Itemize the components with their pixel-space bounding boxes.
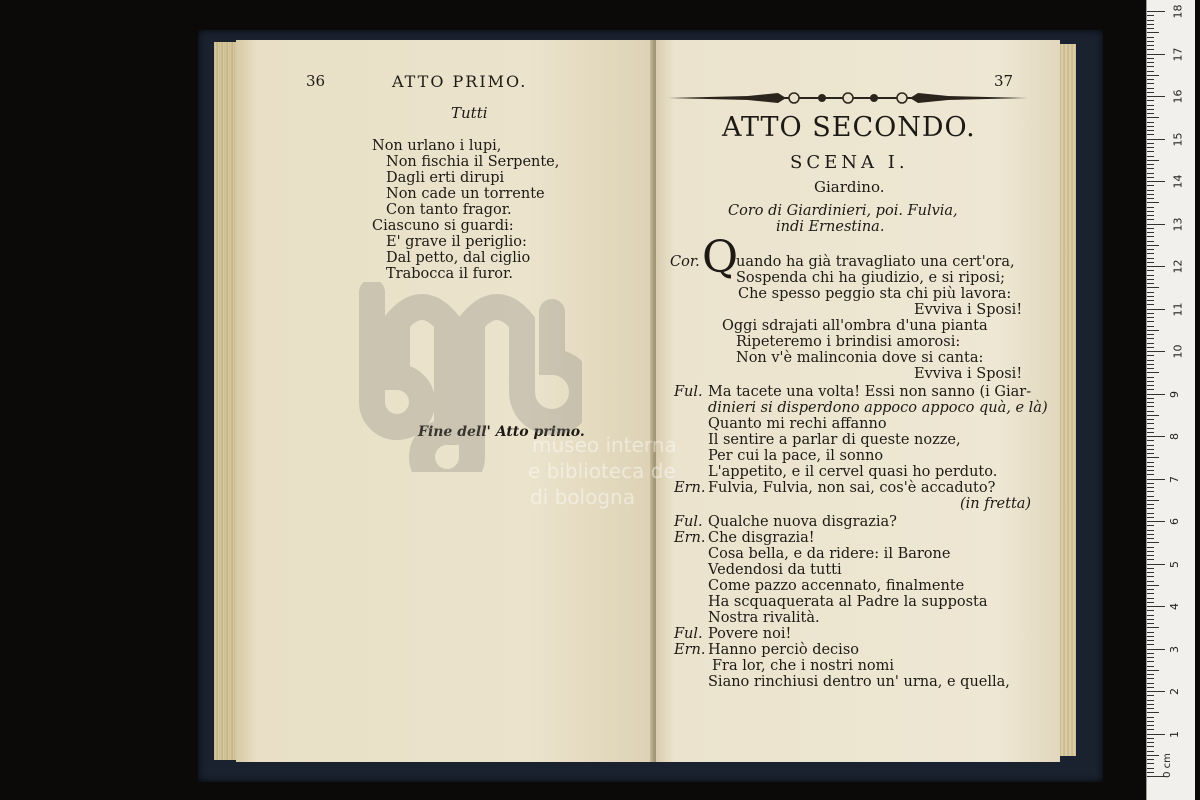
stage-direction: (in fretta) xyxy=(960,496,1032,512)
ruler-tick xyxy=(1147,644,1154,645)
stage-direction: indi Ernestina. xyxy=(776,219,885,235)
watermark-text: e biblioteca de xyxy=(528,459,676,483)
ruler-tick xyxy=(1147,32,1159,33)
ruler-tick xyxy=(1147,513,1154,514)
ruler-tick xyxy=(1147,453,1154,454)
ruler-tick xyxy=(1147,364,1154,365)
ruler-number: 1 xyxy=(1168,730,1181,738)
ruler-tick xyxy=(1147,534,1154,535)
ruler-tick xyxy=(1147,24,1154,25)
ruler-number: 2 xyxy=(1168,688,1181,695)
speaker-label: Cor. xyxy=(670,254,700,270)
ruler-tick xyxy=(1147,666,1154,667)
verse-line: Non cade un torrente xyxy=(386,186,545,202)
ruler-tick xyxy=(1147,236,1154,237)
ruler-number: 14 xyxy=(1171,174,1185,189)
ruler-tick xyxy=(1147,202,1159,203)
ruler-tick xyxy=(1147,58,1154,59)
ruler-number: 9 xyxy=(1168,390,1181,398)
ruler-tick xyxy=(1147,134,1154,135)
ruler-tick xyxy=(1147,151,1154,152)
ruler-tick xyxy=(1147,338,1154,339)
verse-line: Non urlano i lupi, xyxy=(372,138,502,154)
ruler-tick xyxy=(1147,530,1154,531)
dialogue-line: Cosa bella, e da ridere: il Barone xyxy=(708,546,951,562)
ruler-tick xyxy=(1147,224,1165,225)
right-folio: 37 xyxy=(994,72,1014,90)
ruler-tick xyxy=(1147,45,1154,46)
stage-direction: Coro di Giardinieri, poi. Fulvia, xyxy=(728,203,958,219)
ruler-tick xyxy=(1147,700,1154,701)
ruler-tick xyxy=(1147,262,1154,263)
ruler-tick xyxy=(1147,287,1159,288)
ruler-tick xyxy=(1147,232,1154,233)
dialogue-line: Sospenda chi ha giudizio, e si riposi; xyxy=(736,270,1005,286)
ruler-tick xyxy=(1147,551,1154,552)
dialogue-line: Quanto mi rechi affanno xyxy=(708,416,887,432)
ruler-number: 7 xyxy=(1168,475,1181,483)
ruler-tick xyxy=(1147,126,1154,127)
ruler-tick xyxy=(1147,695,1154,696)
ruler-tick xyxy=(1147,194,1154,195)
ruler-number: 12 xyxy=(1171,259,1185,274)
page-edges-right xyxy=(1058,44,1076,756)
dialogue-line: L'appetito, e il cervel quasi ho perduto. xyxy=(708,464,998,480)
ruler-tick xyxy=(1147,610,1154,611)
ruler-tick xyxy=(1147,368,1154,369)
ruler-tick xyxy=(1147,147,1154,148)
ruler-tick xyxy=(1147,559,1154,560)
ruler-tick xyxy=(1147,500,1159,501)
ruler-tick xyxy=(1147,440,1154,441)
ruler-tick xyxy=(1147,249,1154,250)
ruler-tick xyxy=(1147,283,1154,284)
dialogue-line: Fra lor, che i nostri nomi xyxy=(712,658,895,674)
ruler-tick xyxy=(1147,258,1154,259)
ruler-tick xyxy=(1147,11,1165,12)
ruler-tick xyxy=(1147,479,1165,480)
ruler-tick xyxy=(1147,649,1165,650)
ruler-tick xyxy=(1147,623,1154,624)
ruler-tick xyxy=(1147,351,1165,352)
ruler-tick xyxy=(1147,88,1154,89)
ruler-tick xyxy=(1147,772,1154,773)
ruler-tick xyxy=(1147,92,1154,93)
ruler-tick xyxy=(1147,598,1154,599)
ruler-tick xyxy=(1147,602,1154,603)
ruler-tick xyxy=(1147,372,1159,373)
ruler-tick xyxy=(1147,755,1159,756)
ruler-tick xyxy=(1147,678,1154,679)
ruler-tick xyxy=(1147,185,1154,186)
ruler-tick xyxy=(1147,632,1154,633)
ruler-tick xyxy=(1147,207,1154,208)
left-folio: 36 xyxy=(306,72,326,90)
dialogue-line: Oggi sdrajati all'ombra d'una pianta xyxy=(722,318,988,334)
ruler-number: 5 xyxy=(1168,560,1181,568)
ruler-tick xyxy=(1147,160,1159,161)
ruler-tick xyxy=(1147,657,1154,658)
ruler-tick xyxy=(1147,398,1154,399)
verse-line: Ciascuno si guardi: xyxy=(372,218,514,234)
ruler-tick xyxy=(1147,113,1154,114)
ruler-tick xyxy=(1147,555,1154,556)
ruler-tick xyxy=(1147,568,1154,569)
verse-line: Con tanto fragor. xyxy=(386,202,512,218)
ruler-tick xyxy=(1147,241,1154,242)
ornamental-rule-icon xyxy=(668,88,1028,108)
dialogue-line: Hanno perciò deciso xyxy=(708,642,859,658)
dialogue-line: Nostra rivalità. xyxy=(708,610,820,626)
ruler-tick xyxy=(1147,211,1154,212)
ruler-tick xyxy=(1147,215,1154,216)
ruler-tick xyxy=(1147,164,1154,165)
speaker-label: Ern. xyxy=(674,480,706,496)
ruler-number: 17 xyxy=(1171,47,1185,61)
measurement-ruler xyxy=(1146,0,1195,800)
ruler-tick xyxy=(1147,385,1154,386)
ruler-tick xyxy=(1147,270,1154,271)
ruler-tick xyxy=(1147,538,1154,539)
speaker-label: Ful. xyxy=(674,514,703,530)
drop-cap: Q xyxy=(702,232,739,283)
dialogue-line: Che spesso peggio sta chi più lavora: xyxy=(738,286,1012,302)
ruler-number: 16 xyxy=(1171,89,1185,104)
ruler-tick xyxy=(1147,428,1154,429)
act-title: ATTO SECONDO. xyxy=(722,112,976,143)
ruler-number: 18 xyxy=(1171,4,1185,19)
dialogue-line: Il sentire a parlar di queste nozze, xyxy=(708,432,961,448)
ruler-tick xyxy=(1147,198,1154,199)
ruler-tick xyxy=(1147,483,1154,484)
right-page xyxy=(656,40,1060,762)
ruler-tick xyxy=(1147,334,1154,335)
ruler-tick xyxy=(1147,122,1154,123)
ruler-tick xyxy=(1147,491,1154,492)
ruler-tick xyxy=(1147,406,1154,407)
ruler-tick xyxy=(1147,589,1154,590)
setting: Giardino. xyxy=(814,178,885,196)
ruler-tick xyxy=(1147,466,1154,467)
ruler-tick xyxy=(1147,768,1154,769)
ruler-tick xyxy=(1147,704,1154,705)
dialogue-line: Ha scquaquerata al Padre la supposta xyxy=(708,594,988,610)
ruler-tick xyxy=(1147,360,1154,361)
verse-line: E' grave il periglio: xyxy=(386,234,527,250)
ruler-tick xyxy=(1147,139,1165,140)
ruler-tick xyxy=(1147,576,1154,577)
ruler-number: 3 xyxy=(1168,645,1181,653)
scene-heading: SCENA I. xyxy=(790,152,909,173)
ruler-tick xyxy=(1147,321,1154,322)
verse-line: Dagli erti dirupi xyxy=(386,170,505,186)
ruler-tick xyxy=(1147,228,1154,229)
ruler-tick xyxy=(1147,415,1159,416)
ruler-tick xyxy=(1147,474,1154,475)
ruler-tick xyxy=(1147,100,1154,101)
ruler-tick xyxy=(1147,734,1165,735)
verse-line: Non fischia il Serpente, xyxy=(386,154,560,170)
ruler-tick xyxy=(1147,717,1154,718)
ruler-tick xyxy=(1147,130,1154,131)
ruler-tick xyxy=(1147,83,1154,84)
ruler-tick xyxy=(1147,168,1154,169)
ruler-tick xyxy=(1147,742,1154,743)
ruler-tick xyxy=(1147,117,1159,118)
speaker-label: Ern. xyxy=(674,530,706,546)
ruler-tick xyxy=(1147,79,1154,80)
dialogue-line: Ma tacete una volta! Essi non sanno (i Giar- xyxy=(708,384,1032,400)
ruler-tick xyxy=(1147,190,1154,191)
ruler-tick xyxy=(1147,517,1154,518)
ruler-tick xyxy=(1147,683,1154,684)
ruler-tick xyxy=(1147,636,1154,637)
ruler-tick xyxy=(1147,687,1154,688)
ruler-tick xyxy=(1147,640,1154,641)
ruler-tick xyxy=(1147,37,1154,38)
speaker-label: Ful. xyxy=(674,626,703,642)
ruler-tick xyxy=(1147,445,1154,446)
end-of-act-note: Fine dell' Atto primo. xyxy=(418,424,585,440)
ruler-tick xyxy=(1147,470,1154,471)
ruler-number: 6 xyxy=(1168,518,1181,525)
ruler-tick xyxy=(1147,746,1154,747)
ruler-tick xyxy=(1147,411,1154,412)
ruler-tick xyxy=(1147,313,1154,314)
dialogue-line: Qualche nuova disgrazia? xyxy=(708,514,897,530)
ruler-tick xyxy=(1147,28,1154,29)
ruler-tick xyxy=(1147,245,1159,246)
ruler-tick xyxy=(1147,343,1154,344)
ruler-tick xyxy=(1147,763,1154,764)
verse-line: Dal petto, dal ciglio xyxy=(386,250,531,266)
dialogue-line: Che disgrazia! xyxy=(708,530,815,546)
dialogue-line: dinieri si disperdono appoco appoco quà, e là) xyxy=(708,400,1048,416)
ruler-tick xyxy=(1147,304,1154,305)
ruler-unit-label: 0 cm xyxy=(1161,753,1173,778)
dialogue-line: Per cui la pace, il sonno xyxy=(708,448,884,464)
ruler-tick xyxy=(1147,143,1154,144)
ruler-tick xyxy=(1147,75,1159,76)
ruler-tick xyxy=(1147,432,1154,433)
ruler-tick xyxy=(1147,521,1165,522)
ruler-tick xyxy=(1147,326,1154,327)
ruler-tick xyxy=(1147,653,1154,654)
dialogue-line: Fulvia, Fulvia, non sai, cos'è accaduto? xyxy=(708,480,996,496)
ruler-tick xyxy=(1147,606,1165,607)
ruler-number: 13 xyxy=(1171,217,1185,231)
ruler-tick xyxy=(1147,462,1154,463)
ruler-tick xyxy=(1147,729,1154,730)
ruler-tick xyxy=(1147,759,1154,760)
ruler-tick xyxy=(1147,355,1154,356)
ruler-tick xyxy=(1147,105,1154,106)
ruler-tick xyxy=(1147,670,1159,671)
ruler-tick xyxy=(1147,423,1154,424)
ruler-tick xyxy=(1147,54,1165,55)
ruler-tick xyxy=(1147,712,1159,713)
ruler-tick xyxy=(1147,581,1154,582)
ruler-tick xyxy=(1147,309,1165,310)
ruler-tick xyxy=(1147,457,1159,458)
ruler-tick xyxy=(1147,71,1154,72)
ruler-tick xyxy=(1147,330,1159,331)
ruler-tick xyxy=(1147,173,1154,174)
ruler-tick xyxy=(1147,487,1154,488)
ruler-number: 10 xyxy=(1171,344,1185,359)
ruler-number: 4 xyxy=(1168,603,1181,610)
ruler-tick xyxy=(1147,619,1154,620)
speaker-label: Ern. xyxy=(674,642,706,658)
watermark-text: museo interna xyxy=(532,433,677,457)
dialogue-line: Vedendosi da tutti xyxy=(708,562,842,578)
dialogue-line: Povere noi! xyxy=(708,626,792,642)
ruler-tick xyxy=(1147,419,1154,420)
ruler-tick xyxy=(1147,402,1154,403)
ruler-tick xyxy=(1147,253,1154,254)
watermark-text: di bologna xyxy=(530,485,635,509)
ruler-tick xyxy=(1147,62,1154,63)
ruler-number: 8 xyxy=(1168,433,1181,440)
ruler-tick xyxy=(1147,296,1154,297)
ruler-tick xyxy=(1147,381,1154,382)
dialogue-line: Evviva i Sposi! xyxy=(914,302,1023,318)
left-running-head: ATTO PRIMO. xyxy=(392,72,528,91)
ruler-tick xyxy=(1147,661,1154,662)
ruler-tick xyxy=(1147,504,1154,505)
ruler-tick xyxy=(1147,377,1154,378)
ruler-tick xyxy=(1147,300,1154,301)
verse-line: Trabocca il furor. xyxy=(386,266,513,282)
ruler-tick xyxy=(1147,177,1154,178)
dialogue-line: Siano rinchiusi dentro un' urna, e quella, xyxy=(708,674,1010,690)
ruler-tick xyxy=(1147,615,1154,616)
ruler-tick xyxy=(1147,292,1154,293)
ruler-tick xyxy=(1147,275,1154,276)
ruler-tick xyxy=(1147,66,1154,67)
ruler-tick xyxy=(1147,389,1154,390)
ruler-tick xyxy=(1147,496,1154,497)
ruler-tick xyxy=(1147,181,1165,182)
ruler-tick xyxy=(1147,219,1154,220)
dialogue-line: Evviva i Sposi! xyxy=(914,366,1023,382)
ruler-tick xyxy=(1147,96,1165,97)
ruler-tick xyxy=(1147,674,1154,675)
ruler-tick xyxy=(1147,394,1165,395)
dialogue-line: uando ha già travagliato una cert'ora, xyxy=(736,254,1015,270)
ruler-tick xyxy=(1147,738,1154,739)
ruler-tick xyxy=(1147,436,1165,437)
ruler-number: 11 xyxy=(1171,302,1185,316)
dialogue-line: Ripeteremo i brindisi amorosi: xyxy=(736,334,961,350)
ruler-tick xyxy=(1147,691,1165,692)
ruler-tick xyxy=(1147,279,1154,280)
ruler-tick xyxy=(1147,564,1165,565)
ruler-tick xyxy=(1147,708,1154,709)
ruler-tick xyxy=(1147,585,1159,586)
ruler-tick xyxy=(1147,508,1154,509)
dialogue-line: Come pazzo accennato, finalmente xyxy=(708,578,965,594)
ruler-tick xyxy=(1147,41,1154,42)
ruler-tick xyxy=(1147,347,1154,348)
dialogue-line: Non v'è malinconia dove si canta: xyxy=(736,350,984,366)
ruler-tick xyxy=(1147,525,1154,526)
ruler-tick xyxy=(1147,266,1165,267)
speaker-tutti: Tutti xyxy=(451,104,488,122)
ruler-tick xyxy=(1147,751,1154,752)
ruler-tick xyxy=(1147,547,1154,548)
ruler-tick xyxy=(1147,593,1154,594)
ruler-tick xyxy=(1147,49,1154,50)
ruler-tick xyxy=(1147,449,1154,450)
ruler-tick xyxy=(1147,542,1159,543)
ruler-tick xyxy=(1147,156,1154,157)
ruler-tick xyxy=(1147,317,1154,318)
ruler-tick xyxy=(1147,572,1154,573)
ruler-tick xyxy=(1147,109,1154,110)
ruler-tick xyxy=(1147,721,1154,722)
ruler-tick xyxy=(1147,15,1154,16)
ruler-tick xyxy=(1147,725,1154,726)
ruler-number: 15 xyxy=(1171,132,1185,146)
ruler-tick xyxy=(1147,627,1159,628)
ruler-tick xyxy=(1147,20,1154,21)
speaker-label: Ful. xyxy=(674,384,703,400)
